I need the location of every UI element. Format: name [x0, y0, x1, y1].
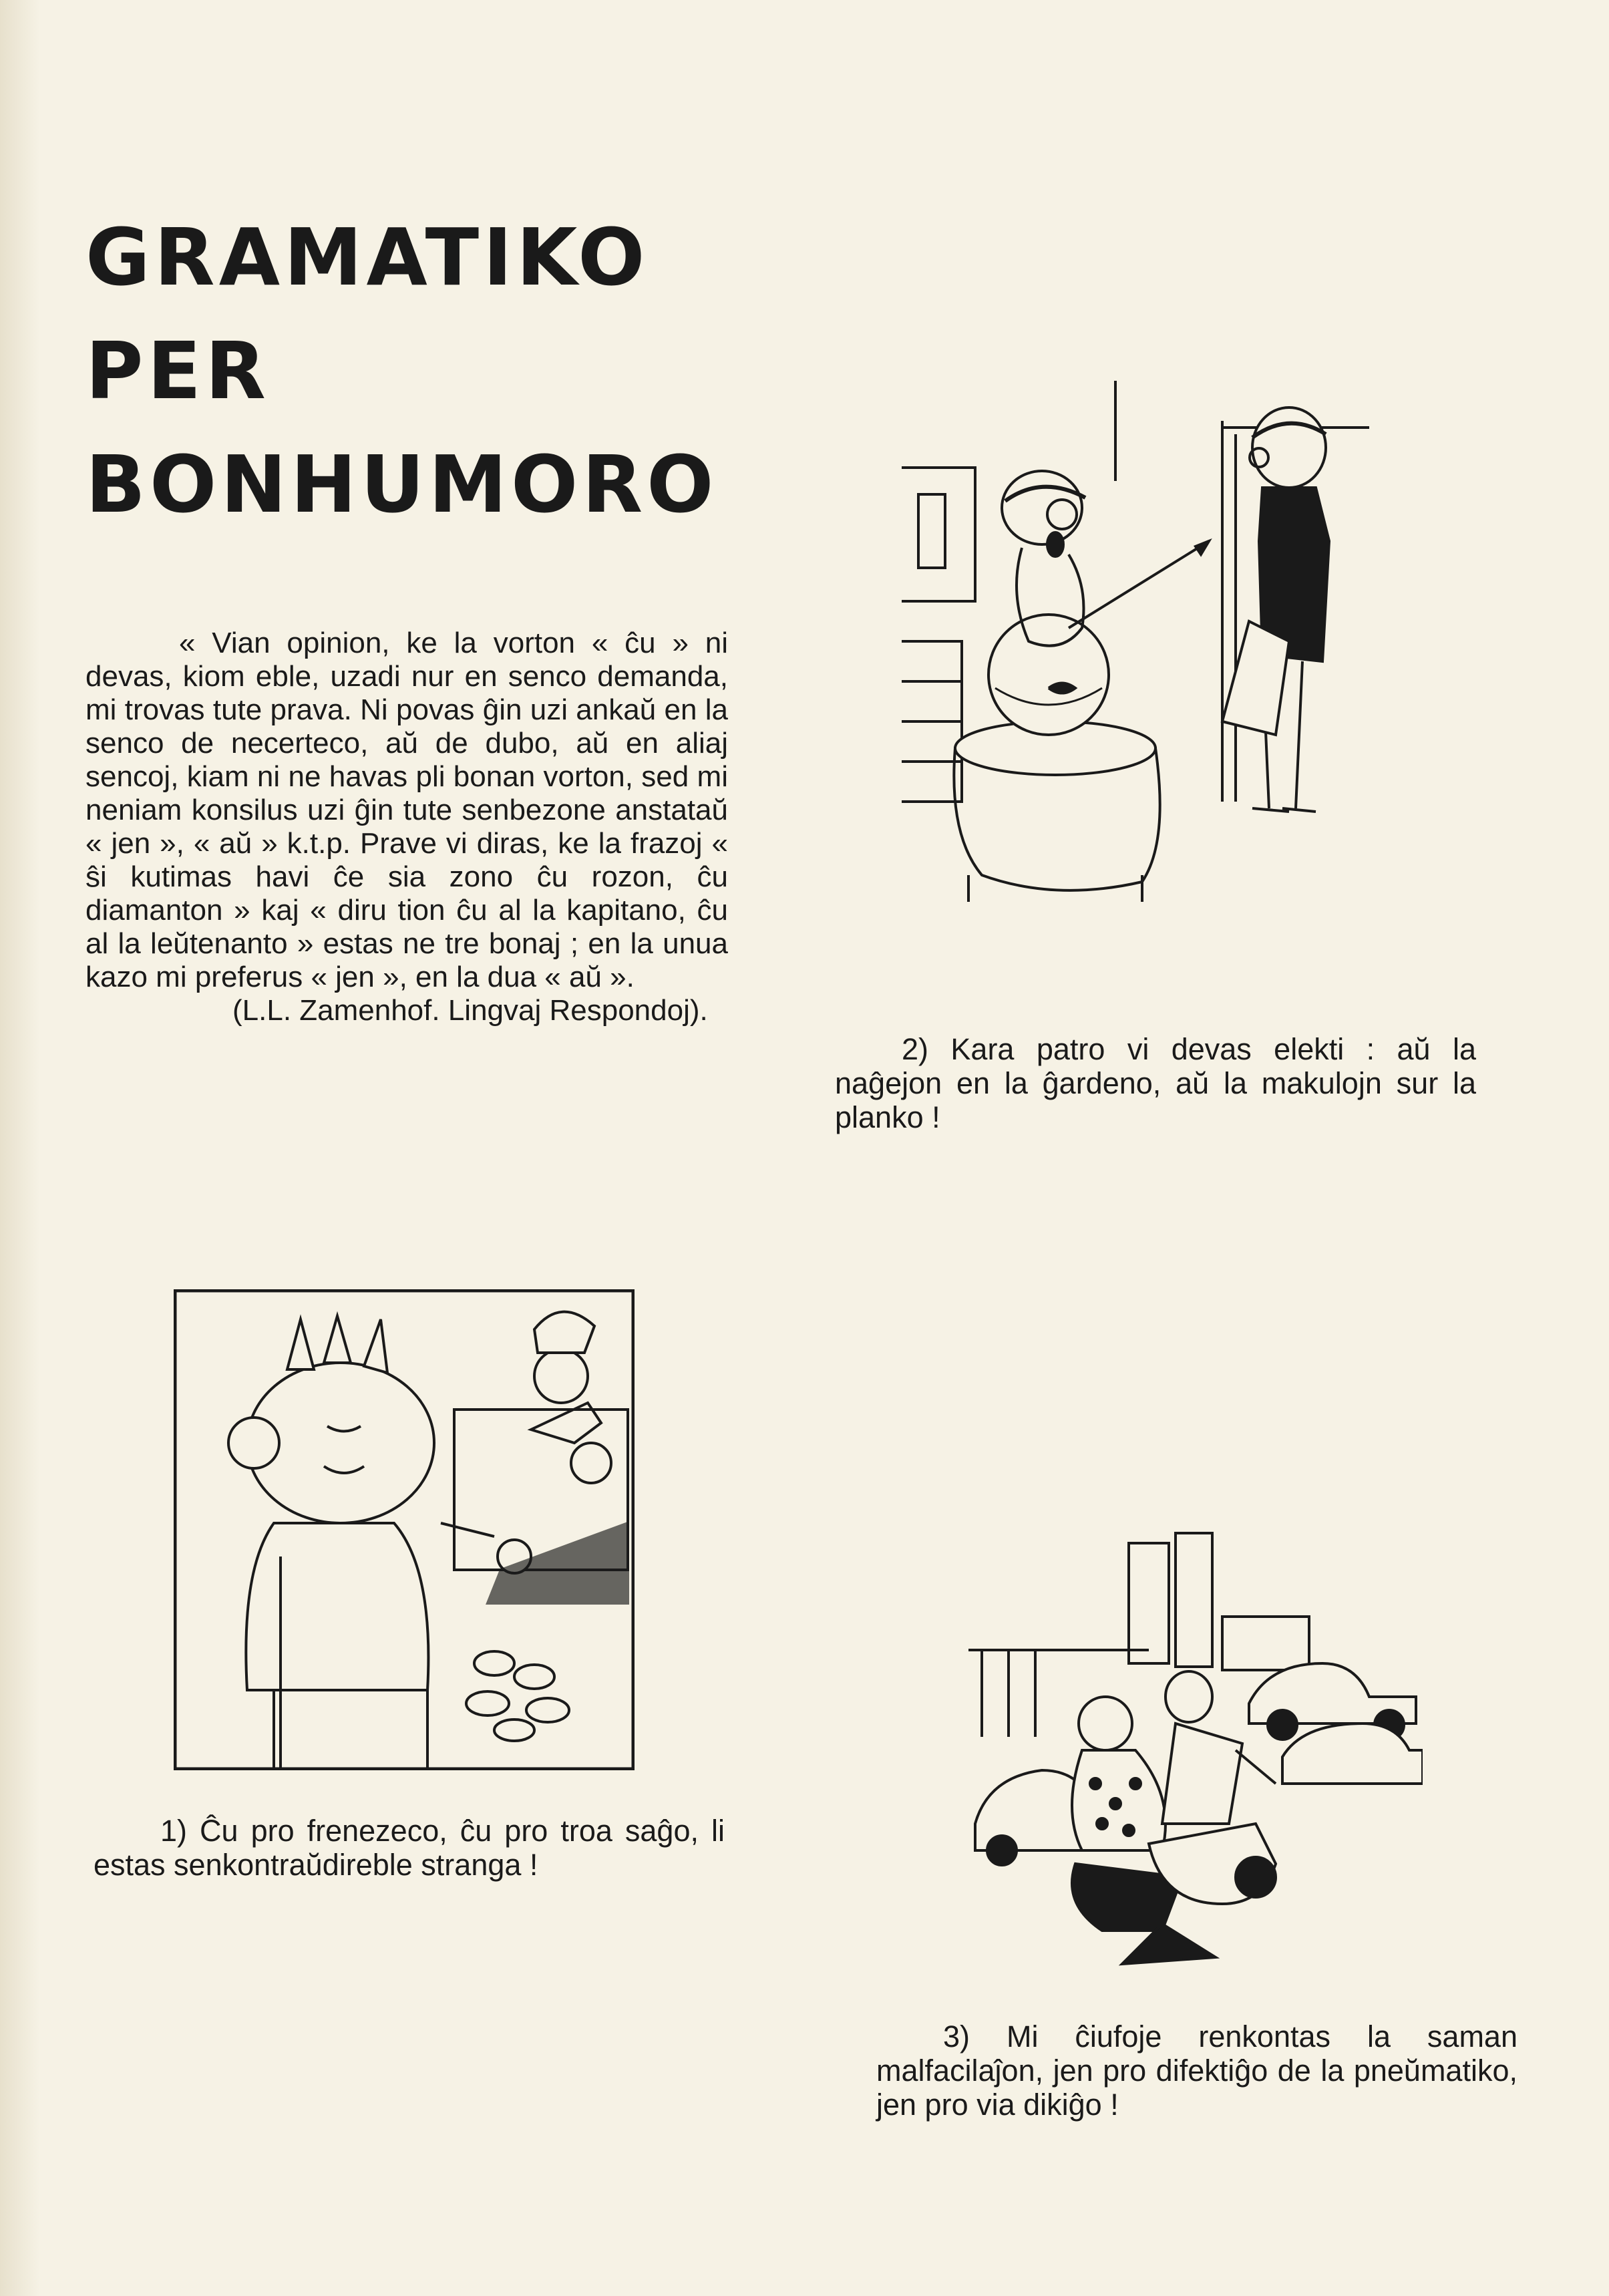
caption-2	[835, 1032, 1476, 1134]
caption-1-text: 1) Ĉu pro frenezeco, ĉu pro troa saĝo, li estas senkontraŭdireble stranga !	[94, 1814, 725, 1882]
quote-text: « Vian opinion, ke la vorton « ĉu » ni devas, kiom eble, uzadi nur en senco demanda, mi trovas tute prava. Ni povas ĝin uzi ankaŭ en la senco de necerteco, aŭ de dubo, aŭ en aliaj sencoj, kiam ni ne havas pli bonan vorton, sed mi neniam konsilus uzi ĝin tute senbezone anstataŭ « jen », « aŭ » k.t.p. Prave vi diras, ke la frazoj « ŝi kutimas havi ĉe sia zono ĉu rozon, ĉu diamanton » kaj « diru tion ĉu al la kapitano, ĉu al la leŭtenanto » estas ne tre bonaj ; en la unua kazo mi preferus « jen », en la dua « aŭ ».	[85, 627, 728, 993]
quote-source: (L.L. Zamenhof. Lingvaj Respondoj).	[232, 994, 708, 1027]
title-line-3: BONHUMORO	[85, 438, 718, 530]
caption-3-text: 3) Mi ĉiufoje renkontas la saman malfacilaĵon, jen pro difektiĝo de la pneŭmatiko, jen pro via dikiĝo !	[876, 2019, 1517, 2122]
caption-1	[94, 1814, 725, 1882]
caption-3	[876, 2019, 1517, 2122]
zamenhof-quote	[85, 627, 728, 1027]
title-line-2: PER	[85, 325, 270, 417]
cartoon-fishbowl	[888, 374, 1376, 949]
cartoon-party-hats	[174, 1289, 635, 1770]
title-line-1: GRAMATIKO	[85, 211, 649, 303]
page-edge-shadow	[0, 0, 40, 2296]
cartoon-scooter	[962, 1530, 1423, 1971]
caption-2-text: 2) Kara patro vi devas elekti : aŭ la naĝejon en la ĝardeno, aŭ la makulojn sur la planko !	[835, 1032, 1476, 1134]
page-title	[85, 200, 753, 541]
